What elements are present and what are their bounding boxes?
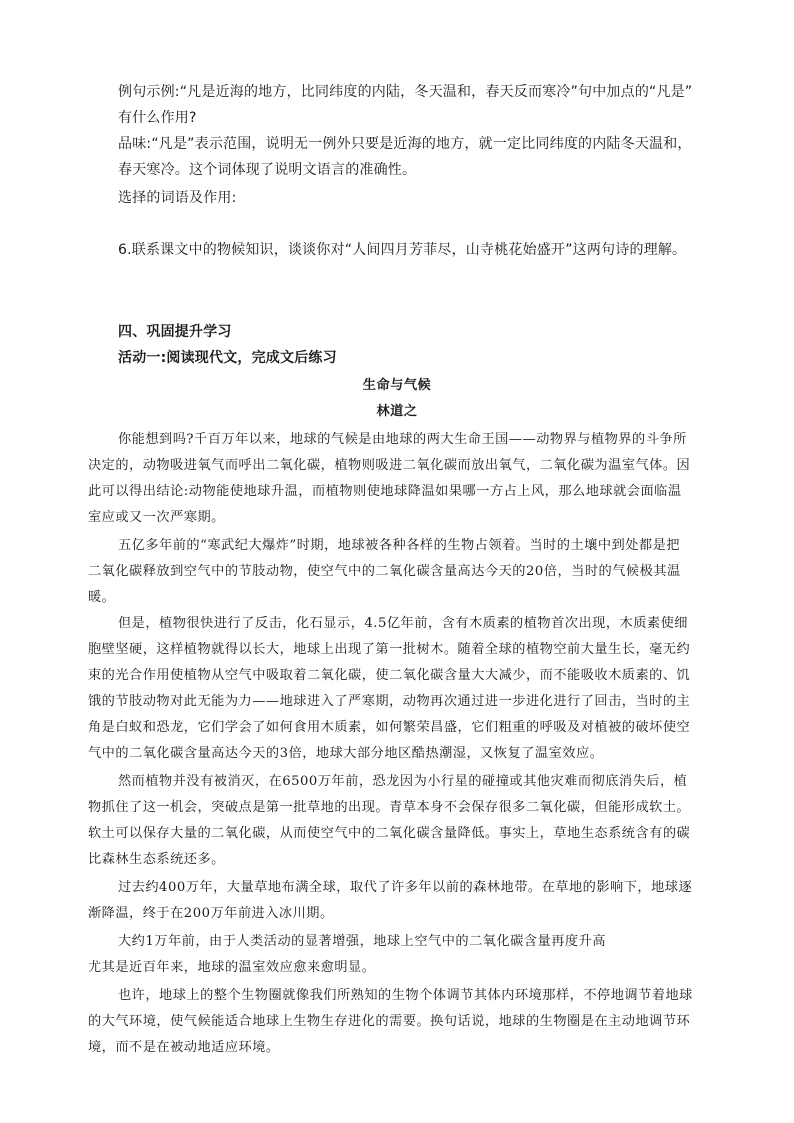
article-line: 饿的节肢动物对此无能为力——地球进入了严寒期，动物再次通过进一步进化进行了回击，当时的主 (88, 694, 691, 709)
article-line: 胞壁坚硬，这样植物就得以长大，地球上出现了第一批树木。随着全球的植物空前大量生长，毫无约 (88, 642, 691, 657)
choose-prompt: 选择的词语及作用: (118, 190, 237, 206)
article-line: 决定的，动物吸进氧气而呼出二氧化碳，植物则吸进二氧化碳而放出氧气，二氧化碳为温室气体。因 (88, 458, 691, 473)
article-line: 二氧化碳释放到空气中的节肢动物，使空气中的二氧化碳含量高达今天的20倍，当时的气候极其温 (88, 564, 681, 579)
section-heading: 四、巩固提升学习 (118, 324, 232, 340)
article-line: 然而植物并没有被消灭，在6500万年前，恐龙因为小行星的碰撞或其他灾难而彻底消失后，植 (118, 774, 688, 789)
article-line: 过去约400万年，大量草地布满全球，取代了许多年以前的森林地带。在草地的影响下，地球逐 (118, 880, 693, 895)
article-line: 尤其是近百年来，地球的温室效应愈来愈明显。 (88, 960, 376, 975)
article-line: 比森林生态系统还多。 (88, 852, 225, 867)
article-line: 物抓住了这一机会，突破点是第一批草地的出现。青草本身不会保存很多二氧化碳，但能形成软土。 (88, 800, 691, 815)
analysis-line1: 品味:“凡是”表示范围，说明无一例外只要是近海的地方，就一定比同纬度的内陆冬天温和， (118, 136, 692, 152)
article-line: 软土可以保存大量的二氧化碳，从而使空气中的二氧化碳含量降低。事实上，草地生态系统含有的碳 (88, 826, 691, 841)
example-sentence-line2: 有什么作用? (118, 110, 197, 126)
article-line: 室应或又一次严寒期。 (88, 510, 225, 525)
article-line: 气中的二氧化碳含量高达今天的3倍，地球大部分地区酷热潮湿，又恢复了温室效应。 (88, 746, 604, 761)
article-line: 也许，地球上的整个生物圈就像我们所熟知的生物个体调节其体内环境那样，不停地调节着地球 (118, 988, 693, 1003)
article-line: 你能想到吗?千百万年以来，地球的气候是由地球的两大生命王国——动物界与植物界的斗争所 (118, 432, 687, 447)
article-line: 角是白蚁和恐龙，它们学会了如何食用木质素，如何繁荣昌盛，它们粗重的呼吸及对植被的破坏使空 (88, 720, 691, 735)
analysis-line2: 春天寒冷。这个词体现了说明文语言的准确性。 (118, 162, 417, 178)
example-sentence-line1: 例句示例:“凡是近海的地方，比同纬度的内陆，冬天温和，春天反而寒冷”句中加点的“凡是” (118, 84, 693, 100)
activity-heading: 活动一:阅读现代文，完成文后练习 (118, 350, 337, 366)
article-line: 大约1万年前，由于人类活动的显著增强，地球上空气中的二氧化碳含量再度升高 (118, 934, 606, 949)
article-line: 五亿多年前的“寒武纪大爆炸”时期，地球被各种各样的生物占领着。当时的土壤中到处都是把 (118, 538, 680, 553)
article-line: 渐降温，终于在200万年前进入冰川期。 (88, 906, 334, 921)
article-line: 束的光合作用使植物从空气中吸取着二氧化碳，使二氧化碳含量大大减少，而不能吸收木质素的、饥 (88, 668, 691, 683)
article-title: 生命与气候 (362, 378, 432, 393)
article-line: 的大气环境，使气候能适合地球上生物生存进化的需要。换句话说，地球的生物圈是在主动地调节环 (88, 1014, 691, 1029)
article-author: 林道之 (376, 404, 418, 419)
article-line: 此可以得出结论:动物能使地球升温，而植物则使地球降温如果哪一方占上风，那么地球就会面临温 (88, 484, 682, 499)
article-line: 境，而不是在被动地适应环境。 (88, 1040, 280, 1055)
article-line: 暖。 (88, 590, 116, 605)
article-line: 但是，植物很快进行了反击，化石显示，4.5亿年前，含有木质素的植物首次出现，木质素使细 (118, 616, 688, 631)
question-6: 6.联系课文中的物候知识，谈谈你对“人间四月芳菲尽，山寺桃花始盛开”这两句诗的理解。 (118, 242, 687, 258)
